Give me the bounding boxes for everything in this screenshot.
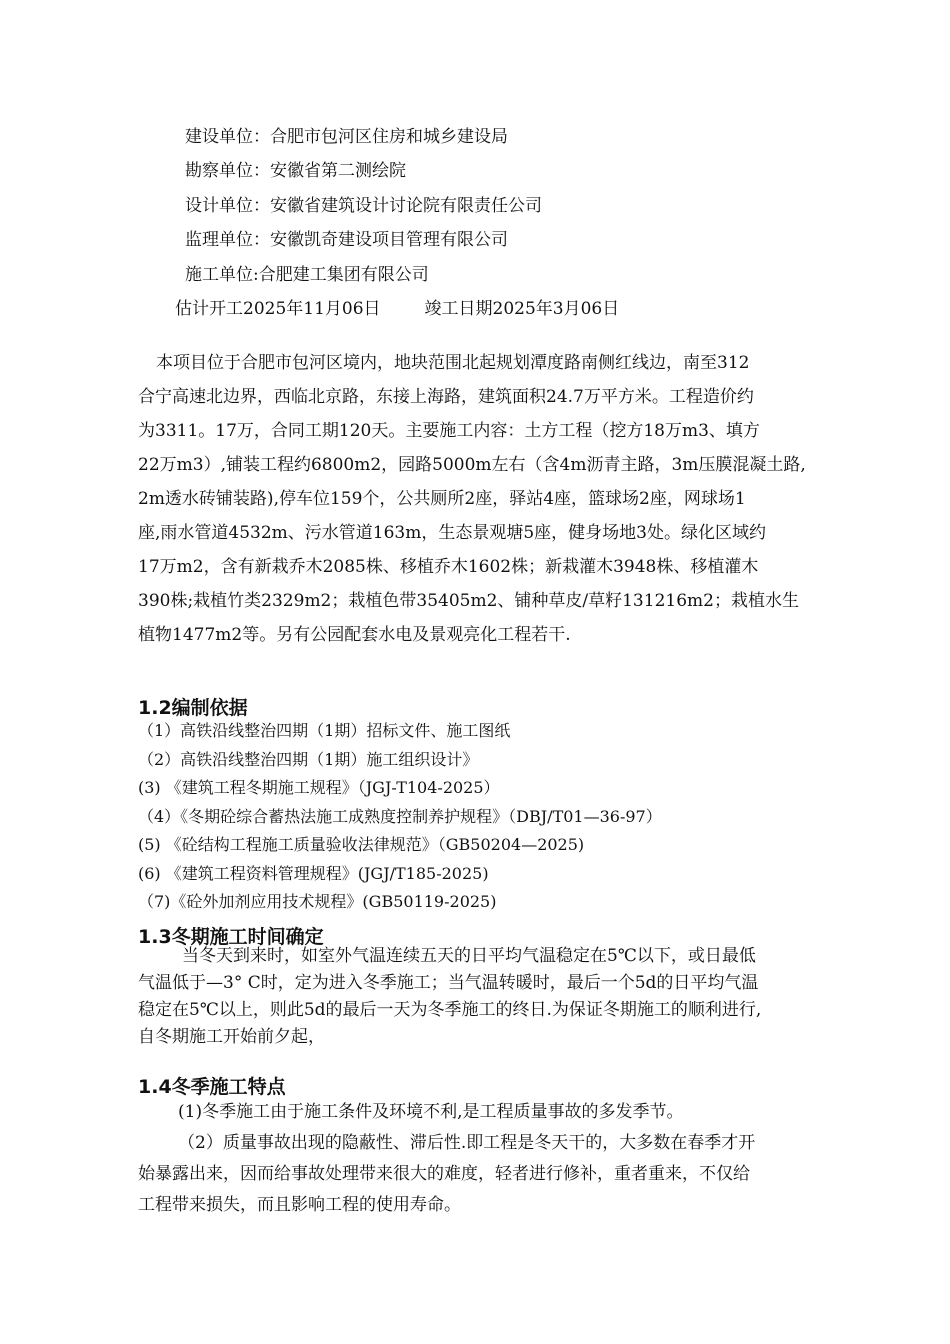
overview-line: 2m透水砖铺装路),停车位159个，公共厕所2座，驿站4座，篮球场2座，网球场1	[138, 489, 746, 509]
overview-line: 本项目位于合肥市包河区境内，地块范围北起规划潭度路南侧红线边，南至312	[156, 353, 750, 373]
paragraph-line: （2）质量事故出现的隐蔽性、滞后性.即工程是冬天干的，大多数在春季才开	[178, 1133, 756, 1153]
unit-contractor: 施工单位:合肥建工集团有限公司	[185, 265, 429, 285]
unit-design: 设计单位：安徽省建筑设计讨论院有限责任公司	[185, 196, 542, 216]
unit-supervision: 监理单位：安徽凯奇建设项目管理有限公司	[185, 230, 508, 250]
date-row	[175, 297, 619, 321]
basis-item: （7)《砼外加剂应用技术规程》(GB50119-2025)	[138, 892, 497, 911]
basis-list	[138, 717, 858, 917]
winter-features-text	[138, 1097, 858, 1221]
end-date: 竣工日期2025年3月06日	[424, 299, 620, 319]
unit-survey: 勘察单位：安徽省第二测绘院	[185, 161, 406, 181]
section-title-1-3: 1.3冬期施工时间确定	[138, 926, 324, 948]
overview-line: 座,雨水管道4532m、污水管道163m，生态景观塘5座，健身场地3处。绿化区域约	[138, 523, 766, 543]
overview-line: 植物1477m2等。另有公园配套水电及景观亮化工程若干.	[138, 625, 571, 645]
paragraph-line: 自冬期施工开始前夕起，	[138, 1027, 325, 1047]
winter-period-text	[138, 943, 858, 1051]
basis-item: （1）高铁沿线整治四期（1期）招标文件、施工图纸	[138, 721, 511, 740]
overview-line: 合宁高速北边界，西临北京路，东接上海路，建筑面积24.7万平方米。工程造价约	[138, 387, 754, 407]
section-title-1-2: 1.2编制依据	[138, 697, 248, 719]
section-title-1-4: 1.4冬季施工特点	[138, 1076, 286, 1098]
basis-item: (3) 《建筑工程冬期施工规程》（JGJ-T104-2025）	[138, 778, 500, 797]
start-date: 估计开工2025年11月06日	[175, 299, 381, 319]
project-overview	[138, 346, 858, 652]
basis-item: (5) 《砼结构工程施工质量验收法律规范》（GB50204—2025)	[138, 835, 585, 854]
overview-line: 为3311。17万，合同工期120天。主要施工内容：土方工程（挖方18万m3、填方	[138, 421, 760, 441]
basis-item: (6) 《建筑工程资料管理规程》(JGJ/T185-2025)	[138, 863, 489, 883]
paragraph-line: 始暴露出来，因而给事故处理带来很大的难度，轻者进行修补，重者重来，不仅给	[138, 1164, 750, 1184]
overview-line: 390株;栽植竹类2329m2；栽植色带35405m2、铺种草皮/草籽131216m2；栽植水生	[138, 591, 799, 611]
basis-item: （2）高铁沿线整治四期（1期）施工组织设计》	[138, 749, 479, 769]
paragraph-line: 当冬天到来时，如室外气温连续五天的日平均气温稳定在5℃以下，或日最低	[182, 946, 756, 966]
paragraph-line: 工程带来损失，而且影响工程的使用寿命。	[138, 1195, 461, 1215]
paragraph-line: (1)冬季施工由于施工条件及环境不利,是工程质量事故的多发季节。	[178, 1102, 684, 1122]
overview-line: 17万m2，含有新栽乔木2085株、移植乔木1602株；新栽灌木3948株、移植灌木	[138, 557, 759, 577]
paragraph-line: 气温低于—3° C时，定为进入冬季施工；当气温转暖时，最后一个5d的日平均气温	[138, 973, 759, 993]
overview-line: 22万m3）,铺装工程约6800m2，园路5000m左右（含4m沥青主路，3m压膜混凝土路,	[138, 455, 806, 475]
basis-item: （4）《冬期砼综合蓄热法施工成熟度控制养护规程》（DBJ/T01—36-97）	[138, 806, 662, 826]
unit-construction: 建设单位：合肥市包河区住房和城乡建设局	[185, 127, 508, 147]
paragraph-line: 稳定在5℃以上，则此5d的最后一天为冬季施工的终日.为保证冬期施工的顺利进行,	[138, 1000, 762, 1020]
